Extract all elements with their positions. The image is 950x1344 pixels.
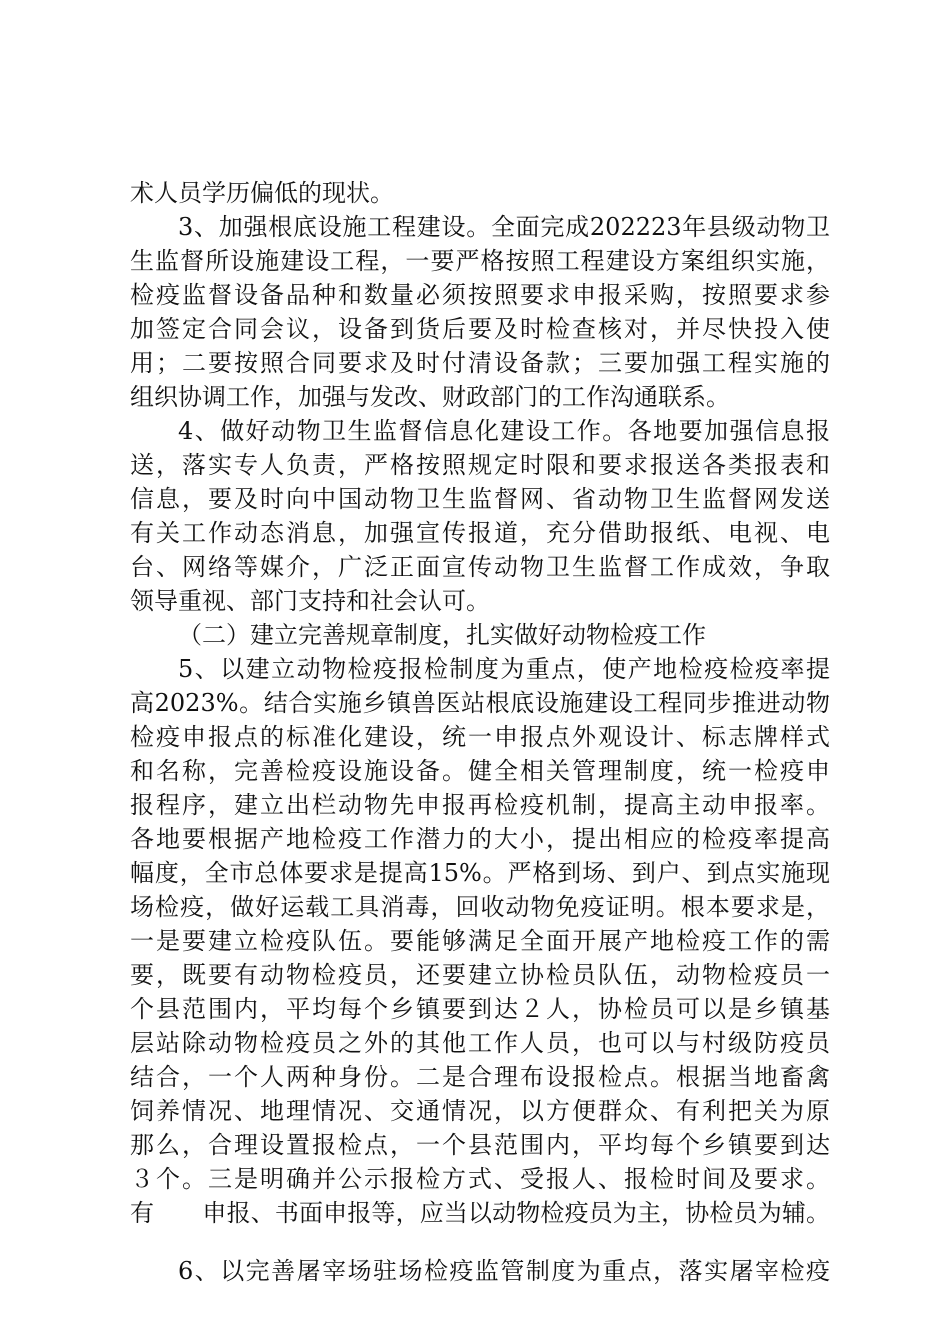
text-line: 4、做好动物卫生监督信息化建设工作。各地要加强信息报 [178, 417, 830, 445]
text-line: 有 申报、书面申报等，应当以动物检疫员为主，协检员为辅。 [130, 1199, 830, 1227]
text-line: 信息，要及时向中国动物卫生监督网、省动物卫生监督网发送 [130, 485, 830, 513]
text-line: 一是要建立检疫队伍。要能够满足全面开展产地检疫工作的需 [130, 927, 830, 955]
text-line: 送，落实专人负责，严格按照规定时限和要求报送各类报表和 [130, 451, 830, 479]
text-line: 生监督所设施建设工程，一要严格按照工程建设方案组织实施， [130, 247, 830, 275]
text-line: 组织协调工作，加强与发改、财政部门的工作沟通联系。 [130, 383, 730, 411]
text-line: 那么，合理设置报检点，一个县范围内，平均每个乡镇要到达 [130, 1131, 830, 1159]
text-line: 饲养情况、地理情况、交通情况，以方便群众、有利把关为原 [130, 1097, 830, 1125]
text-line: ３个。三是明确并公示报检方式、受报人、报检时间及要求。 [130, 1165, 830, 1193]
text-line: 层站除动物检疫员之外的其他工作人员，也可以与村级防疫员 [130, 1029, 830, 1057]
text-line: 领导重视、部门支持和社会认可。 [130, 587, 490, 615]
text-line: 幅度，全市总体要求是提高15%。严格到场、到户、到点实施现 [130, 859, 830, 887]
text-line: 加签定合同会议，设备到货后要及时检查核对，并尽快投入使 [130, 315, 830, 343]
section-heading: （二）建立完善规章制度，扎实做好动物检疫工作 [178, 621, 706, 649]
text-line: 各地要根据产地检疫工作潜力的大小，提出相应的检疫率提高 [130, 825, 830, 853]
text-line: 有关工作动态消息，加强宣传报道，充分借助报纸、电视、电 [130, 519, 830, 547]
text-line: 场检疫，做好运载工具消毒，回收动物免疫证明。根本要求是， [130, 893, 830, 921]
text-line: 要，既要有动物检疫员，还要建立协检员队伍，动物检疫员一 [130, 961, 830, 989]
text-line: 个县范围内，平均每个乡镇要到达２人，协检员可以是乡镇基 [130, 995, 830, 1023]
text-line: 6、以完善屠宰场驻场检疫监管制度为重点，落实屠宰检疫 [178, 1257, 830, 1285]
text-line: 台、网络等媒介，广泛正面宣传动物卫生监督工作成效，争取 [130, 553, 830, 581]
text-line: 结合，一个人两种身份。二是合理布设报检点。根据当地畜禽 [130, 1063, 830, 1091]
text-line: 3、加强根底设施工程建设。全面完成202223年县级动物卫 [178, 213, 830, 241]
text-line: 检疫监督设备品种和数量必须按照要求申报采购，按照要求参 [130, 281, 830, 309]
text-line: 高2023%。结合实施乡镇兽医站根底设施建设工程同步推进动物 [130, 689, 830, 717]
text-line: 术人员学历偏低的现状。 [130, 179, 394, 207]
text-line: 5、以建立动物检疫报检制度为重点，使产地检疫检疫率提 [178, 655, 830, 683]
text-line: 和名称，完善检疫设施设备。健全相关管理制度，统一检疫申 [130, 757, 830, 785]
text-line: 报程序，建立出栏动物先申报再检疫机制，提高主动申报率。 [130, 791, 830, 819]
text-line: 用；二要按照合同要求及时付清设备款；三要加强工程实施的 [130, 349, 830, 377]
text-line: 检疫申报点的标准化建设，统一申报点外观设计、标志牌样式 [130, 723, 830, 751]
